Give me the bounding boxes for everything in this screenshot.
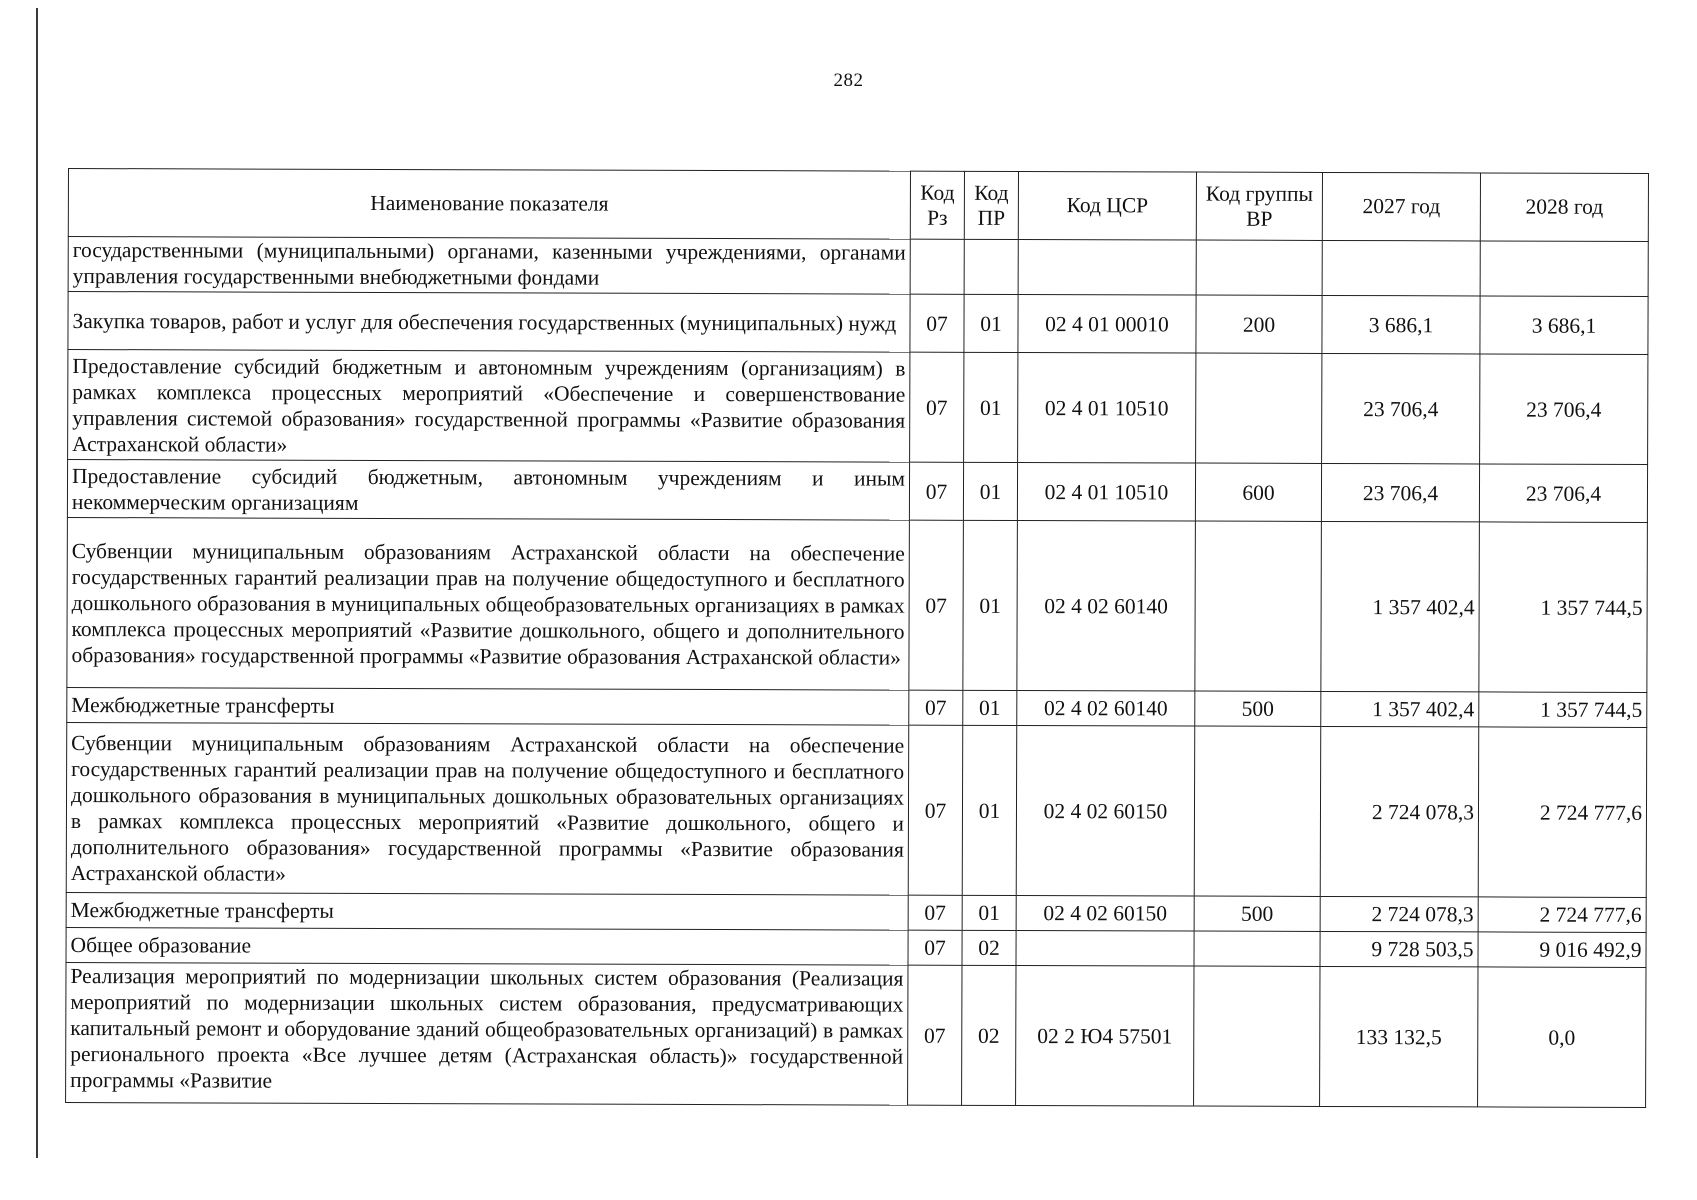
budget-table (65, 168, 1649, 1108)
cell-name: государственными (муниципальными) органами, казенными учреждениями, органами управления государственными внебюджетными фондами (68, 237, 910, 295)
cell-pr: 01 (962, 725, 1017, 895)
cell-name: Межбюджетные трансферты (66, 892, 908, 930)
table-row (68, 237, 1648, 297)
cell-csr: 02 2 Ю4 57501 (1016, 965, 1194, 1106)
cell-2028: 23 706,4 (1480, 354, 1648, 465)
cell-2027: 2 724 078,3 (1320, 726, 1479, 896)
table-row (67, 517, 1648, 692)
header-csr: Код ЦСР (1018, 171, 1196, 240)
cell-name: Закупка товаров, работ и услуг для обеспечения государственных (муниципальных) нужд (68, 292, 910, 353)
cell-pr: 01 (963, 462, 1017, 520)
cell-vr (1194, 931, 1320, 966)
cell-2028: 3 686,1 (1480, 296, 1648, 355)
cell-pr (964, 239, 1018, 294)
cell-rz: 07 (909, 690, 963, 725)
cell-name: Предоставление субсидий бюджетным и автономным учреждениям (организациям) в рамках комплекса процессных мероприятий «Обеспечение и совершенствование управления системой образования» государственной программы «Развитие образования Астраханской области» (68, 350, 910, 463)
cell-2028 (1480, 241, 1648, 297)
margin-line (36, 8, 38, 1158)
cell-vr (1194, 966, 1320, 1106)
cell-2027: 9 728 503,5 (1320, 931, 1478, 966)
table-row (67, 460, 1647, 523)
table-row (66, 892, 1646, 932)
cell-csr: 02 4 02 60140 (1017, 520, 1196, 691)
cell-csr (1018, 239, 1196, 295)
cell-rz: 07 (908, 895, 962, 930)
cell-2028: 1 357 744,5 (1479, 522, 1648, 693)
cell-csr: 02 4 01 00010 (1018, 294, 1196, 353)
cell-rz (910, 239, 964, 294)
cell-name: Субвенции муниципальным образованиям Астраханской области на обеспечение государственных гарантий реализации прав на получение общедоступного и бесплатного дошкольного образования в муниципальных дошкольных образовательных организациях в рамках комплекса процессных мероприятий «Развитие дошкольного, общего и дополнительного образования» государственной программы «Развитие образования Астраханской области» (66, 722, 909, 895)
cell-2027: 1 357 402,4 (1321, 691, 1479, 726)
cell-rz: 07 (910, 294, 964, 352)
cell-pr: 01 (963, 520, 1018, 690)
cell-2028: 23 706,4 (1479, 464, 1647, 523)
cell-vr: 600 (1195, 463, 1321, 521)
cell-vr (1194, 726, 1321, 896)
cell-rz: 07 (910, 352, 964, 462)
header-2027: 2027 год (1322, 172, 1480, 240)
table-row (66, 722, 1647, 897)
table-header-row (68, 169, 1648, 242)
budget-table-container (65, 168, 1649, 1108)
cell-pr: 01 (964, 294, 1018, 352)
cell-csr: 02 4 01 10510 (1017, 462, 1195, 521)
cell-2028: 2 724 777,6 (1478, 727, 1647, 898)
cell-name: Реализация мероприятий по модернизации школьных систем образования (Реализация мероприятий по модернизации школьных систем образования, предусматривающих капитальный ремонт и оборудование зданий общеобразовательных организаций) в рамках регионального проекта «Все лучшее детям (Астраханская область)» государственной программы «Развитие (66, 962, 908, 1105)
cell-name: Общее образование (66, 927, 908, 965)
header-2028: 2028 год (1480, 173, 1648, 242)
cell-pr: 01 (962, 895, 1016, 930)
page-number: 282 (833, 70, 864, 91)
table-row (68, 292, 1648, 355)
cell-name: Субвенции муниципальным образованиям Астраханской области на обеспечение государственных гарантий реализации прав на получение общедоступного и бесплатного дошкольного образования в муниципальных общеобразовательных организациях в рамках комплекса процессных мероприятий «Развитие дошкольного, общего и дополнительного образования» государственной программы «Развитие образования Астраханской области» (67, 517, 910, 690)
cell-rz: 07 (908, 965, 962, 1105)
header-rz: Код Рз (910, 171, 964, 239)
cell-pr: 02 (962, 930, 1016, 965)
table-row (66, 962, 1646, 1107)
cell-csr: 02 4 01 10510 (1018, 352, 1196, 463)
header-pr: Код ПР (964, 171, 1018, 239)
table-row (66, 927, 1646, 967)
cell-2028: 2 724 777,6 (1478, 897, 1646, 933)
table-row (67, 687, 1647, 727)
cell-vr (1195, 521, 1322, 691)
cell-name: Межбюджетные трансферты (67, 687, 909, 725)
cell-vr: 500 (1195, 691, 1321, 726)
cell-csr (1016, 930, 1194, 966)
cell-name: Предоставление субсидий бюджетным, автономным учреждениям и иным некоммерческим организациям (67, 460, 909, 521)
cell-vr (1196, 240, 1322, 295)
cell-pr: 02 (962, 965, 1016, 1105)
cell-rz: 07 (908, 725, 963, 895)
cell-pr: 01 (963, 690, 1017, 725)
cell-2028: 1 357 744,5 (1479, 692, 1647, 728)
cell-csr: 02 4 02 60150 (1016, 895, 1194, 931)
cell-vr: 200 (1196, 295, 1322, 353)
cell-pr: 01 (964, 352, 1018, 462)
header-name: Наименование показателя (68, 169, 910, 240)
table-row (68, 350, 1648, 465)
cell-2027: 23 706,4 (1322, 353, 1480, 463)
cell-2028: 0,0 (1478, 967, 1646, 1108)
cell-2027 (1322, 240, 1480, 295)
cell-2028: 9 016 492,9 (1478, 932, 1646, 968)
cell-vr: 500 (1194, 896, 1320, 931)
cell-rz: 07 (908, 930, 962, 965)
cell-2027: 1 357 402,4 (1321, 521, 1480, 691)
cell-csr: 02 4 02 60140 (1017, 690, 1195, 726)
cell-2027: 3 686,1 (1322, 295, 1480, 353)
cell-csr: 02 4 02 60150 (1016, 725, 1195, 896)
cell-rz: 07 (909, 462, 963, 520)
header-vr: Код группы ВР (1196, 172, 1322, 240)
cell-rz: 07 (909, 520, 964, 690)
cell-2027: 2 724 078,3 (1320, 896, 1478, 931)
cell-vr (1196, 353, 1322, 463)
cell-2027: 133 132,5 (1320, 966, 1478, 1106)
cell-2027: 23 706,4 (1321, 463, 1479, 521)
